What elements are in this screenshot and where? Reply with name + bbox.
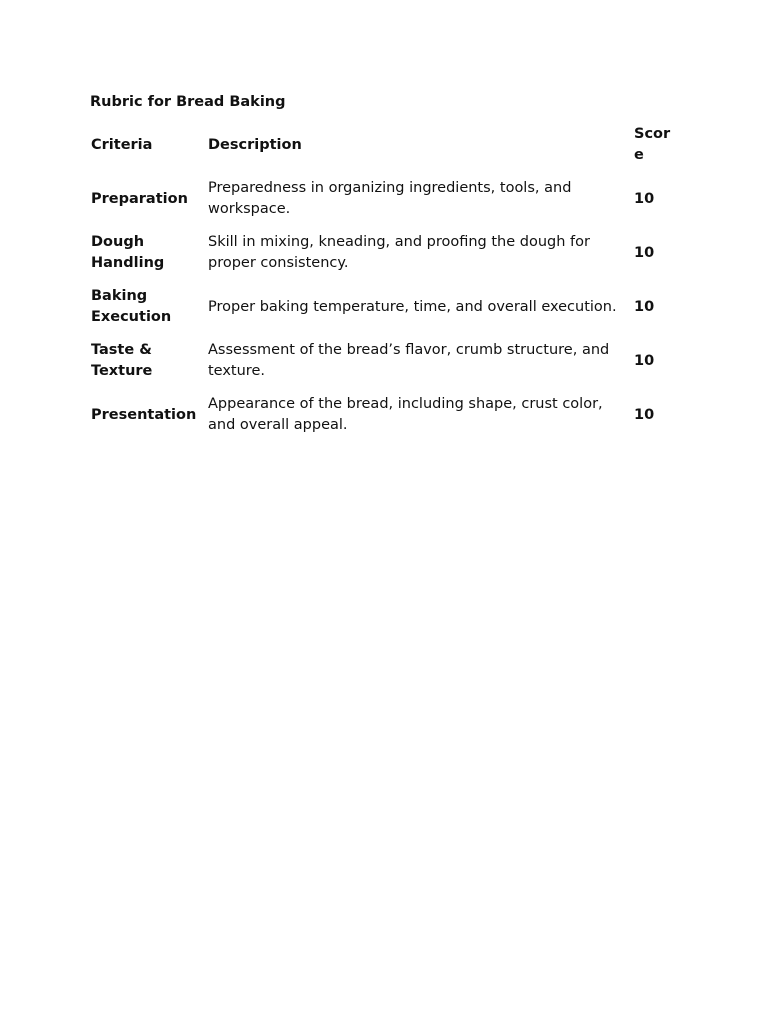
table-row — [88, 394, 688, 448]
row-description: Appearance of the bread, including shape, crust color, and overall appeal. — [208, 396, 603, 433]
header-description: Description — [208, 136, 302, 153]
row-criteria: Preparation — [91, 190, 188, 207]
row-criteria: Presentation — [91, 406, 197, 423]
table-header-row — [88, 124, 688, 178]
row-criteria: Taste & Texture — [91, 342, 153, 379]
row-criteria: Baking Execution — [91, 288, 172, 325]
table-row — [88, 232, 688, 286]
row-description: Preparedness in organizing ingredients, tools, and workspace. — [208, 180, 572, 217]
header-criteria: Criteria — [91, 136, 153, 153]
row-description: Skill in mixing, kneading, and proofing the dough for proper consistency. — [208, 234, 590, 271]
row-score: 10 — [634, 244, 655, 261]
row-description: Proper baking temperature, time, and overall execution. — [208, 298, 617, 315]
row-score: 10 — [634, 352, 655, 369]
row-score: 10 — [634, 190, 655, 207]
document-title: Rubric for Bread Baking — [90, 94, 286, 110]
row-score: 10 — [634, 406, 655, 423]
row-score: 10 — [634, 298, 655, 315]
header-score-label: Score — [634, 126, 671, 163]
header-score — [631, 124, 688, 178]
table-row — [88, 340, 688, 394]
row-criteria: Dough Handling — [91, 234, 165, 271]
row-description: Assessment of the bread’s flavor, crumb structure, and texture. — [208, 342, 610, 379]
table-row — [88, 286, 688, 340]
rubric-table — [88, 124, 688, 448]
table-row — [88, 178, 688, 232]
